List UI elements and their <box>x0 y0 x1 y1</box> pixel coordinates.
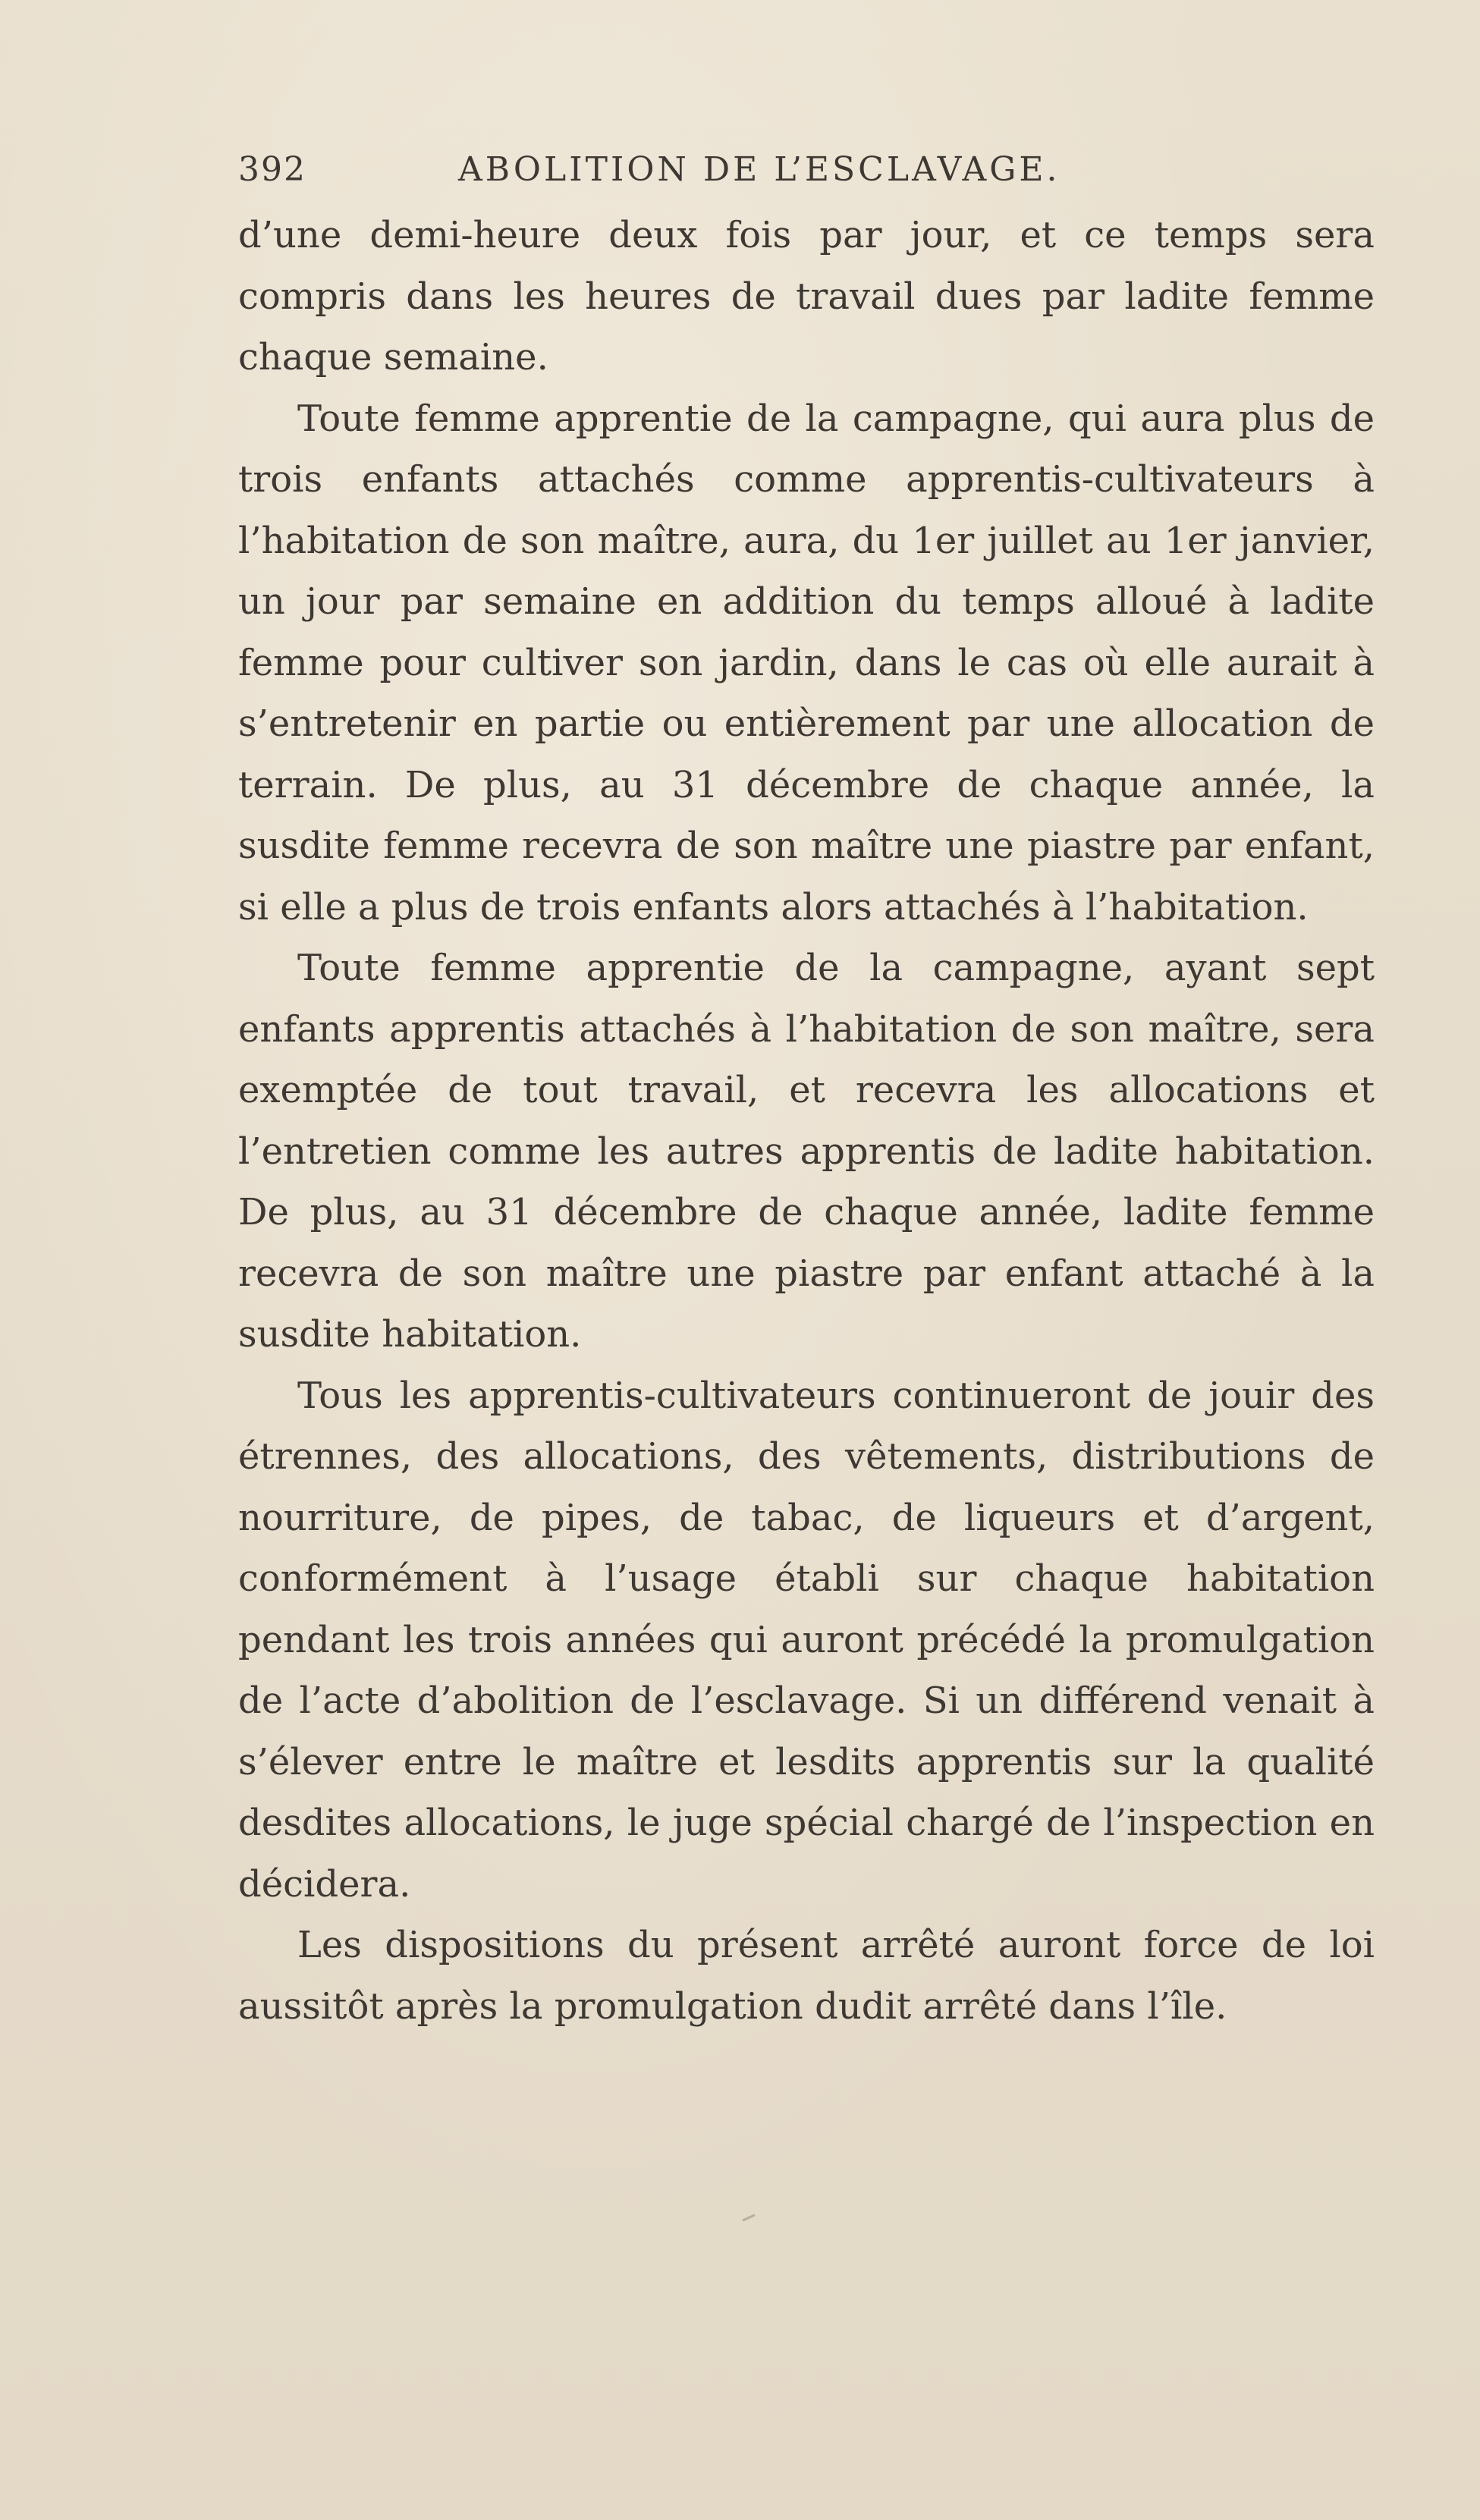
paragraph-3: Toute femme apprentie de la campagne, ayant sept enfants apprentis attachés à l’habitation de son maître, sera exemptée de tout travail, et recevra les allocations et l’entretien comme les autres apprentis de ladite habitation. De plus, au 31 décembre de chaque année, ladite femme recevra de son maître une piastre par enfant attaché à la susdite habitation. <box>238 947 1375 1356</box>
running-title: ABOLITION DE L’ESCLAVAGE. <box>458 150 1061 189</box>
page-header <box>238 150 1376 196</box>
paragraph-5: Les dispositions du présent arrêté auront force de loi aussitôt après la promulgation dudit arrêté dans l’île. <box>238 1924 1375 2028</box>
body-text <box>238 205 1375 2037</box>
paper-speck <box>742 2214 756 2221</box>
page-number: 392 <box>238 150 306 189</box>
paragraph-2: Toute femme apprentie de la campagne, qui aura plus de trois enfants attachés comme apprentis-cultivateurs à l’habitation de son maître, aura, du 1er juillet au 1er janvier, un jour par semaine en addition du temps alloué à ladite femme pour cultiver son jardin, dans le cas où elle aurait à s’entretenir en partie ou entièrement par une allocation de terrain. De plus, au 31 décembre de chaque année, la susdite femme recevra de son maître une piastre par enfant, si elle a plus de trois enfants alors attachés à l’habitation. <box>238 397 1375 929</box>
paragraph-1: d’une demi-heure deux fois par jour, et ce temps sera compris dans les heures de travail dues par ladite femme chaque semaine. <box>238 214 1375 379</box>
paragraph-4: Tous les apprentis-cultivateurs continueront de jouir des étrennes, des allocations, des vêtements, distributions de nourriture, de pipes, de tabac, de liqueurs et d’argent, conformément à l’usage établi sur chaque habitation pendant les trois années qui auront précédé la promulgation de l’acte d’abolition de l’esclavage. Si un différend venait à s’élever entre le maître et lesdits apprentis sur la qualité desdites allocations, le juge spécial chargé de l’inspection en décidera. <box>238 1374 1375 1906</box>
